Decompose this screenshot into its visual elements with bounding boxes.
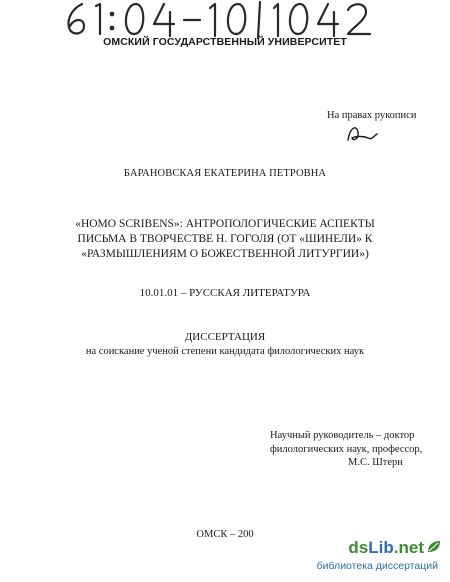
degree-subtitle: на соискание ученой степени кандидата филологических наук: [85, 346, 365, 357]
title-line-2: ПИСЬМА В ТВОРЧЕСТВЕ Н. ГОГОЛЯ (ОТ «ШИНЕЛИ» К: [77, 233, 373, 245]
signature-icon: [344, 122, 380, 146]
dslib-watermark[interactable]: [318, 538, 444, 578]
watermark-subtitle: библиотека диссертаций: [316, 560, 438, 572]
supervisor-line-1: Научный руководитель – доктор: [270, 430, 415, 441]
title-line-3: «РАЗМЫШЛЕНИЯМ О БОЖЕСТВЕННОЙ ЛИТУРГИИ»): [81, 248, 369, 260]
specialty-code: 10.01.01 – РУССКАЯ ЛИТЕРАТУРА: [139, 287, 311, 299]
supervisor-line-2: филологических наук, профессор,: [270, 443, 423, 455]
watermark-brand-net: .net: [393, 538, 424, 557]
city-year: ОМСК – 200: [196, 529, 254, 540]
dissertation-title: [40, 217, 410, 262]
watermark-brand-ds: ds: [348, 538, 369, 557]
university-name: ОМСКИЙ ГОСУДАРСТВЕННЫЙ УНИВЕРСИТЕТ: [103, 36, 347, 48]
handwritten-archive-number: [60, 0, 400, 40]
watermark-brand: [348, 538, 424, 558]
rights-notice: На правах рукописи: [327, 110, 417, 121]
leaf-icon: [426, 540, 442, 554]
handwritten-number-drawing: [60, 0, 400, 40]
supervisor-block: [270, 429, 422, 470]
dissertation-label: ДИССЕРТАЦИЯ: [184, 331, 266, 343]
watermark-brand-lib: Lib: [368, 538, 394, 557]
supervisor-name: М.С. Штерн: [348, 457, 403, 468]
author-name: БАРАНОВСКАЯ ЕКАТЕРИНА ПЕТРОВНА: [123, 168, 327, 179]
title-line-1: «HOMO SCRIBENS»: АНТРОПОЛОГИЧЕСКИЕ АСПЕКТЫ: [75, 218, 375, 230]
